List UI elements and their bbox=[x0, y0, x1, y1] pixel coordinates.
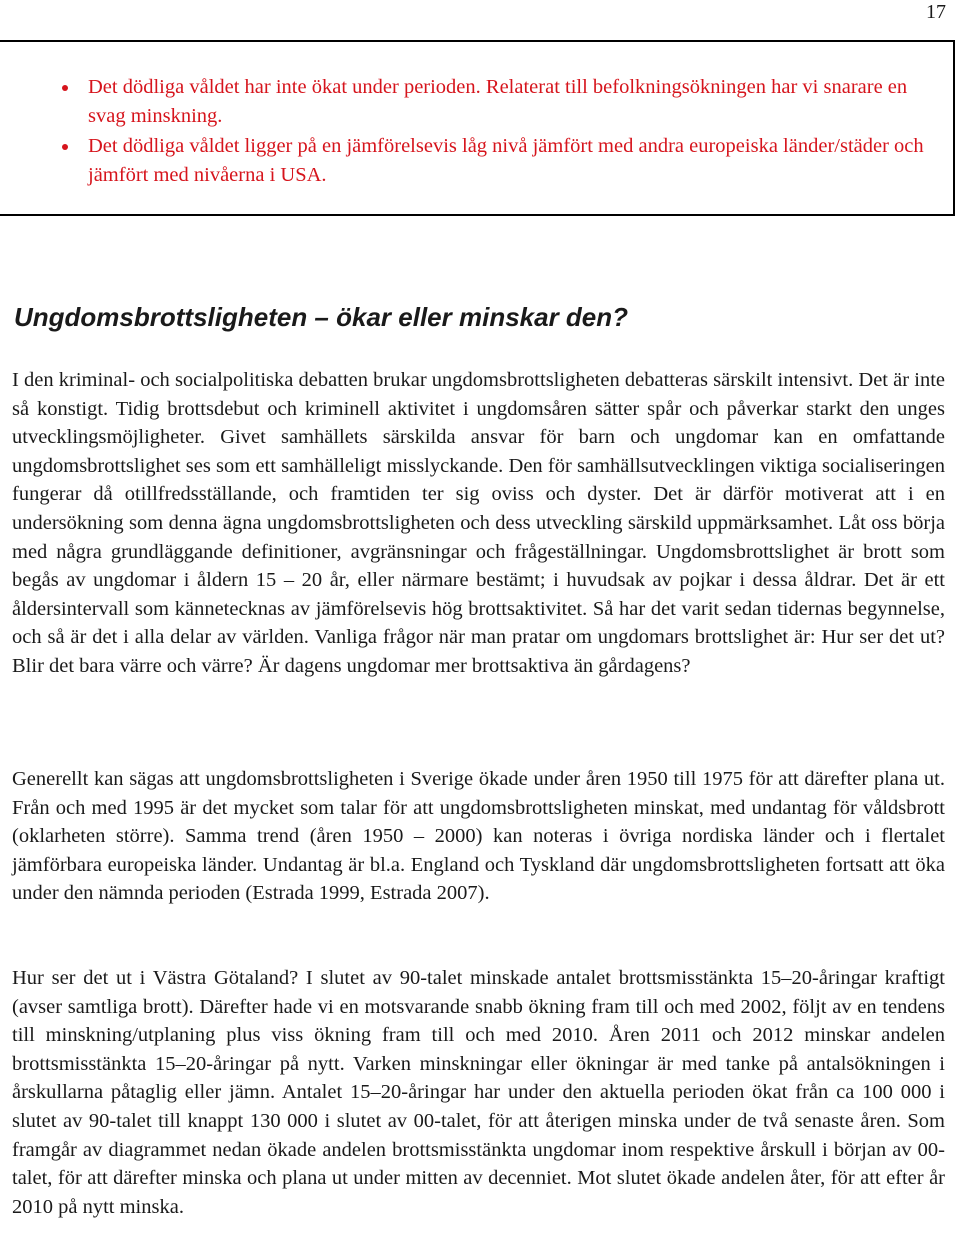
summary-bullet-text: Det dödliga våldet ligger på en jämförelsevis låg nivå jämfört med andra europeiska länder/städer och jämfört med nivåerna i USA. bbox=[88, 135, 924, 186]
bullet-dot-icon bbox=[62, 144, 68, 150]
bullet-dot-icon bbox=[62, 85, 68, 91]
summary-box bbox=[0, 40, 955, 216]
body-paragraph: Hur ser det ut i Västra Götaland? I slutet av 90-talet minskade antalet brottsmisstänkta 15–20-åringar kraftigt (avser samtliga brott). Därefter hade vi en motsvarande snabb ökning fram till och med 2002, följt av en tendens till minskning/utplaning plus viss ökning fram till och med 2010. Åren 2011 och 2012 minskar andelen brottsmisstänkta 15–20-åringar på nytt. Varken minskningar eller ökningar är med tanke på antalsökningen i årskullarna påtaglig eller jämn. Antalet 15–20-åringar har under den aktuella perioden ökat från ca 100 000 i slutet av 90-talet till knappt 130 000 i slutet av 00-talet, för att återigen minska under de två senaste åren. Som framgår av diagrammet nedan ökade andelen brottsmisstänkta ungdomar inom respektive årskull i början av 00-talet, för att därefter minska och plana ut under mitten av decenniet. Mot slutet ökade andelen åter, för att efter år 2010 på nytt minska. bbox=[12, 967, 945, 1218]
body-paragraph: I den kriminal- och socialpolitiska debatten brukar ungdomsbrottsligheten debatteras särskilt intensivt. Det är inte så konstigt. Tidig brottsdebut och kriminell aktivitet i ungdomsåren sätter spår och påverkar starkt den unges utvecklingsmöjligheter. Givet samhällets särskilda ansvar för barn och ungdomar kan en omfattande ungdomsbrottslighet ses som ett samhälleligt misslyckande. Den för samhällsutvecklingen viktiga socialiseringen fungerar då otillfredsställande, och framtiden ter sig oviss och dyster. Det är därför motiverat att i en undersökning som denna ägna ungdomsbrottsligheten och dess utveckling särskild uppmärksamhet. Låt oss börja med några grundläggande definitioner, avgränsningar och frågeställningar. Ungdomsbrottslighet är brott som begås av ungdomar i åldern 15 – 20 år, eller närmare bestämt; i huvudsak av pojkar i dessa åldrar. Det är ett åldersintervall som kännetecknas av jämförelsevis hög brottsaktivitet. Så har det varit sedan tidernas begynnelse, och så är det i alla delar av världen. Vanliga frågor när man pratar om ungdomars brottslighet är: Hur ser det ut? Blir det bara värre och värre? Är dagens ungdomar mer brottsaktiva än gårdagens? bbox=[12, 369, 945, 677]
section-heading: Ungdomsbrottsligheten – ökar eller minskar den? bbox=[14, 302, 629, 332]
body-paragraph: Generellt kan sägas att ungdomsbrottsligheten i Sverige ökade under åren 1950 till 1975 för att därefter plana ut. Från och med 1995 är det mycket som talar för att ungdomsbrottsligheten minskat, med undantag för våldsbrott (oklarheten större). Samma trend (åren 1950 – 2000) kan noteras i övriga nordiska länder och i flertalet jämförbara europeiska länder. Undantag är bl.a. England och Tyskland där ungdomsbrottsligheten fortsatt att öka under den nämnda perioden (Estrada 1999, Estrada 2007). bbox=[12, 768, 945, 905]
summary-bullet bbox=[42, 132, 947, 190]
page-number: 17 bbox=[926, 1, 946, 23]
summary-bullet bbox=[42, 73, 947, 131]
summary-bullet-text: Det dödliga våldet har inte ökat under perioden. Relaterat till befolkningsökningen har vi snarare en svag minskning. bbox=[88, 76, 908, 127]
